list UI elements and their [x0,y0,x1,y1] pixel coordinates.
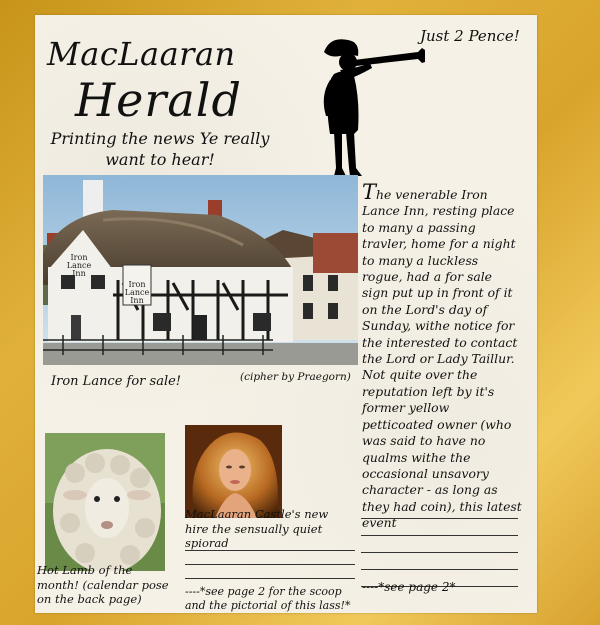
inn-photo-caption: Iron Lance for sale! [51,374,182,389]
herald-trumpeter-icon [310,30,430,180]
hire-continued-note: ----*see page 2 for the scoop and the pictorial of this lass!* [185,585,351,612]
new-hire-photo [185,425,282,518]
newspaper-page [35,15,537,613]
blank-line [361,536,518,553]
article-drop-cap: T [362,180,377,204]
blank-line [185,537,355,551]
masthead-tagline: Printing the news Ye really want to hear! [50,129,270,169]
photo-credit: (cipher by Praegorn) [240,371,351,383]
inn-sign-text-1-line-1: Iron [70,253,88,262]
iron-lance-inn-photo [43,175,358,365]
hire-blank-lines [185,537,355,579]
article-blank-lines [361,502,518,587]
lamb-caption: Hot Lamb of the month! (calendar pose on the back page) [37,563,169,606]
inn-sign-text-1-line-3: Inn [72,269,86,278]
lead-article [362,180,522,532]
blank-line [361,519,518,536]
inn-sign-text-2-line-1: Iron [128,280,146,289]
masthead-title-line1: MacLaaran [47,35,236,73]
blank-line [185,565,355,579]
blank-line [361,553,518,570]
inn-sign-text-1-line-2: Lance [66,261,92,270]
article-continued-note: ----*see page 2* [362,580,456,594]
blank-line [185,551,355,565]
article-body: he venerable Iron Lance Inn, resting place to many a passing travler, home for a night to many a luckless rogue, had a for sale sign put up in front of it on the Lord's day of Sunday, withe notice for the interested to contact the Lord or Lady Taillur. Not quite over the reputation left by it's former yellow petticoated owner (who was said to have no qualms withe the occasional unsavory character - as long as they had coin), this latest event [362,187,522,531]
inn-sign-text-2-line-3: Inn [130,296,144,305]
price-label: Just 2 Pence! [420,27,520,45]
lamb-photo [45,433,165,571]
blank-line [361,502,518,519]
masthead-title-line2: Herald [75,73,242,127]
new-hire-caption: MacLaaran Castle's new hire the sensually quiet spiorad [185,507,329,550]
inn-sign-text-2-line-2: Lance [124,288,150,297]
